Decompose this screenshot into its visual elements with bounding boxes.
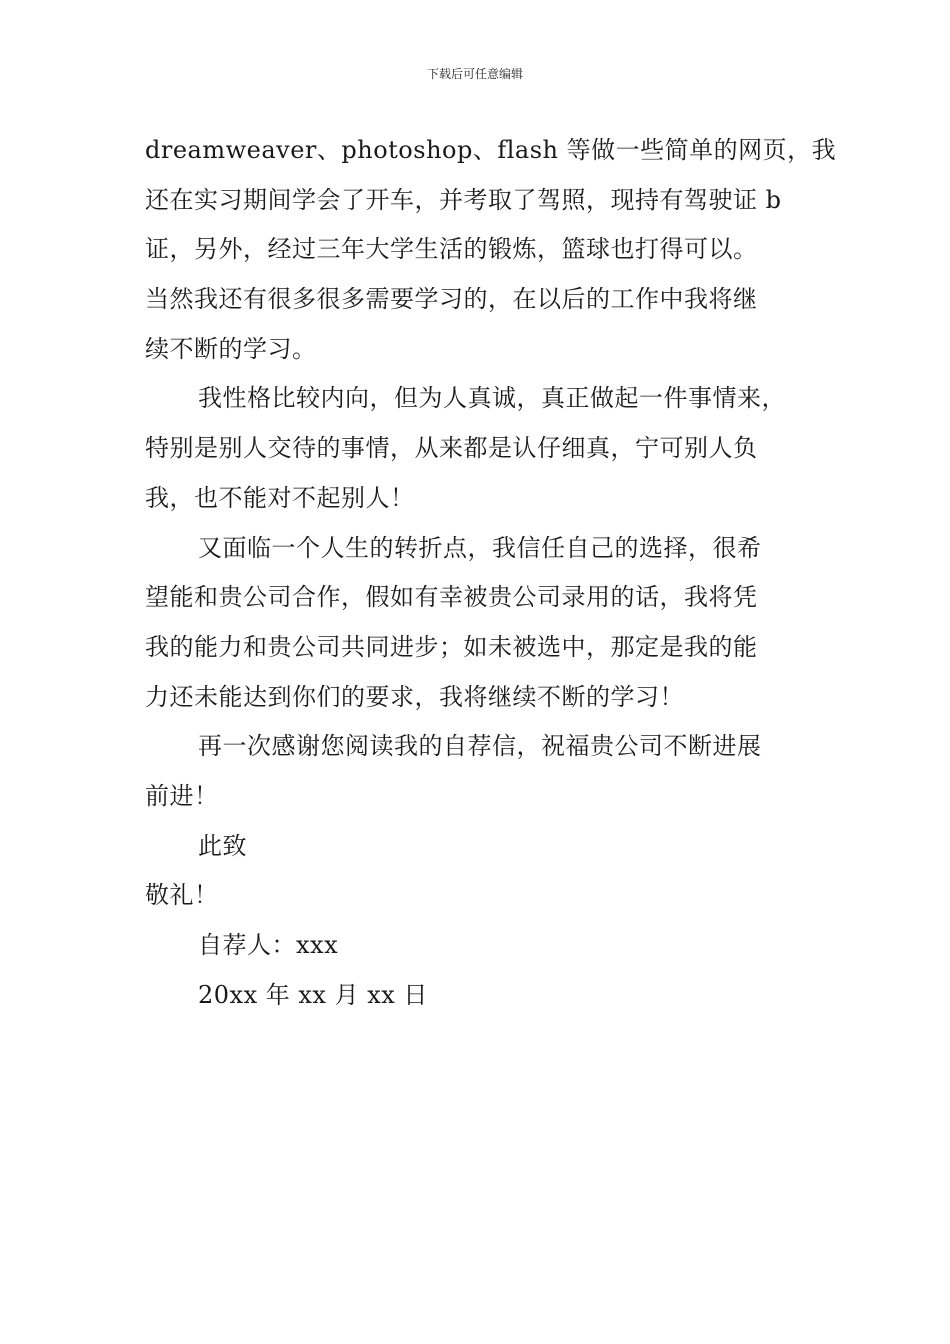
paragraph-line: 前进！	[145, 781, 219, 810]
paragraph-line: 我的能力和贵公司共同进步；如未被选中，那定是我的能	[145, 632, 758, 661]
paragraph-line: 还在实习期间学会了开车，并考取了驾照，现持有驾驶证 b	[145, 185, 782, 214]
paragraph-line: 望能和贵公司合作，假如有幸被贵公司录用的话，我将凭	[145, 583, 758, 612]
paragraph-line: 续不断的学习。	[145, 334, 317, 363]
closing-regards: 敬礼！	[145, 881, 219, 910]
page-header-note: 下载后可任意编辑	[426, 67, 523, 81]
paragraph-line: 我性格比较内向，但为人真诚，真正做起一件事情来，	[198, 384, 786, 413]
paragraph-line: 力还未能达到你们的要求，我将继续不断的学习！	[145, 682, 684, 711]
paragraph-line: 又面临一个人生的转折点，我信任自己的选择，很希	[198, 533, 762, 562]
paragraph-line: 再一次感谢您阅读我的自荐信，祝福贵公司不断进展	[198, 732, 762, 761]
paragraph-line: 当然我还有很多很多需要学习的，在以后的工作中我将继	[145, 285, 758, 314]
signer-name: 自荐人：xxx	[198, 931, 339, 959]
letter-body	[145, 126, 837, 1020]
paragraph-line: 证，另外，经过三年大学生活的锻炼，篮球也打得可以。	[145, 235, 758, 264]
paragraph-line: 特别是别人交待的事情，从来都是认仔细真，宁可别人负	[145, 434, 758, 463]
letter-date: 20xx 年 xx 月 xx 日	[198, 980, 428, 1009]
paragraph-line: 我，也不能对不起别人！	[145, 483, 415, 512]
paragraph-line: dreamweaver、photoshop、flash 等做一些简单的网页，我	[145, 136, 837, 164]
closing-salutation: 此致	[198, 831, 247, 860]
